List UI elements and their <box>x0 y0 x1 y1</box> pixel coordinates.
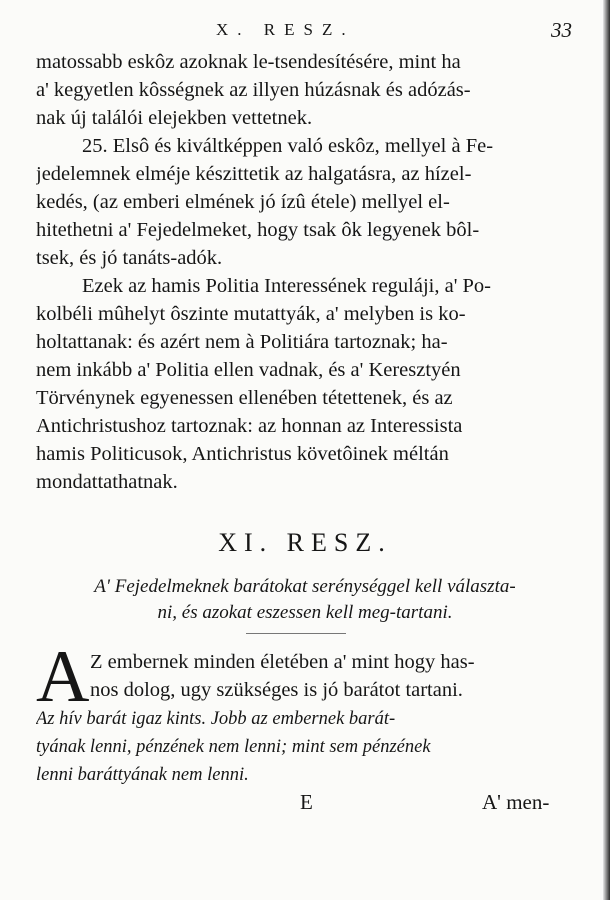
text-line: tsek, és jó tanáts-adók. <box>36 247 223 269</box>
text-line: kedés, (az emberi elmének jó ízû étele) mellyel el- <box>36 191 450 213</box>
maxim-line: Az hív barát igaz kints. Jobb az embernek barát- <box>36 709 396 729</box>
chapter-subtitle-line: A' Fejedelmeknek barátokat serénységgel kell választa- <box>94 576 516 597</box>
maxim-line: tyának lenni, pénzének nem lenni; mint sem pénzének <box>36 737 431 757</box>
text-line: Ezek az hamis Politia Interessének reguláji, a' Po- <box>82 275 491 297</box>
text-line: nos dolog, ugy szükséges is jó barátot tartani. <box>90 679 463 701</box>
text-line: nem inkább a' Politia ellen vadnak, és a' Keresztyén <box>36 359 461 381</box>
text-line: mondattathatnak. <box>36 471 178 493</box>
text-line: Törvénynek egyenessen ellenében tétettenek, és az <box>36 387 453 409</box>
text-line: Z embernek minden életében a' mint hogy has- <box>90 651 475 673</box>
chapter-subtitle-line: ni, és azokat eszessen kell meg-tartani. <box>157 602 453 623</box>
text-line: Antichristushoz tartoznak: az honnan az Interessista <box>36 415 463 437</box>
running-head <box>36 14 578 44</box>
text-line: jedelemnek elméje készittetik az halgatásra, az hízel- <box>36 163 472 185</box>
opening-paragraph <box>90 648 570 704</box>
text-line: nak új találói elejekben vettetnek. <box>36 107 313 129</box>
catchword: A' men- <box>482 790 550 814</box>
page-edge-shadow <box>603 0 610 900</box>
italic-maxim <box>36 706 568 790</box>
text-line: a' kegyetlen kôsségnek az illyen húzásnak és adózás- <box>36 79 471 101</box>
text-line: matossabb eskôz azoknak le-tsendesítésére, mint ha <box>36 51 461 73</box>
chapter-subtitle <box>40 574 570 626</box>
text-line: hitethetni a' Fejedelmeket, hogy tsak ôk legyenek bôl- <box>36 219 480 241</box>
main-text-block <box>36 48 566 496</box>
text-line: kolbéli mûhelyt ôszinte mutattyák, a' melyben is ko- <box>36 303 466 325</box>
text-line: hamis Politicusok, Antichristus követôinek méltán <box>36 443 449 465</box>
text-line: 25. Elsô és kiváltképpen való eskôz, mellyel à Fe- <box>82 135 494 157</box>
signature-mark: E <box>300 790 313 814</box>
text-line: holtattanak: és azért nem à Politiára tartoznak; ha- <box>36 331 448 353</box>
running-title: X. RESZ. <box>216 20 355 39</box>
chapter-heading: XI. RESZ. <box>218 528 392 557</box>
drop-cap: A <box>36 636 90 718</box>
maxim-line: lenni baráttyának nem lenni. <box>36 765 249 785</box>
divider-rule <box>246 633 346 634</box>
page-number: 33 <box>551 18 572 42</box>
